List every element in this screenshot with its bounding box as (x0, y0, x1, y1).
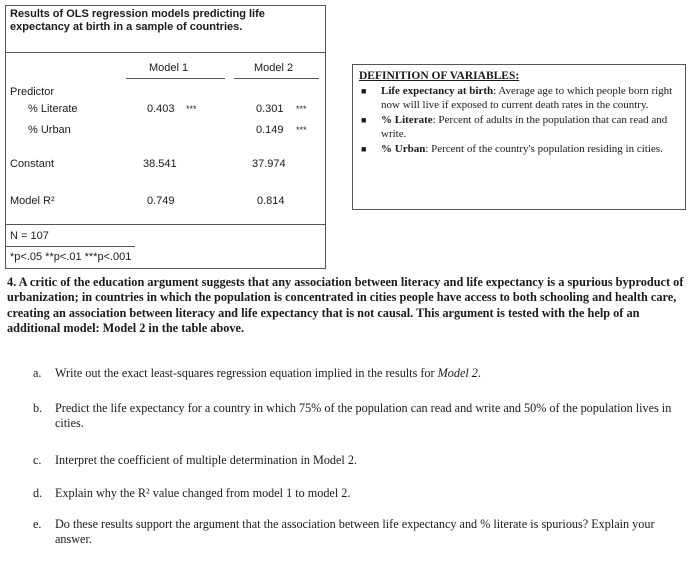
model2-underline (234, 78, 319, 79)
question-part-e (33, 517, 683, 548)
part-label: c. (33, 453, 42, 467)
definition-term: % Urban (381, 143, 426, 155)
part-text: Explain why the R² value changed from model 1 to model 2. (55, 486, 351, 500)
definition-desc: : Percent of the country's population residing in cities. (425, 143, 663, 155)
n-divider (6, 246, 135, 247)
definition-desc: : Average age to which people born right now will live if exposed to current death rates in the country. (381, 85, 673, 111)
m2-r2: 0.814 (257, 195, 285, 207)
definitions-title: DEFINITION OF VARIABLES: (359, 70, 520, 82)
question-part-c (33, 453, 683, 468)
row-label-r2: Model R² (10, 195, 55, 207)
definitions-box (352, 64, 686, 210)
m1-r2: 0.749 (147, 195, 175, 207)
row-label-literate: % Literate (28, 103, 78, 115)
bullet-icon: ■ (361, 86, 367, 96)
part-label: b. (33, 401, 43, 415)
definition-item (359, 113, 679, 141)
m2-constant: 37.974 (252, 158, 286, 170)
row-label-constant: Constant (10, 158, 55, 170)
significance-note: *p<.05 **p<.01 ***p<.001 (10, 251, 132, 263)
m1-literate-sig: *** (186, 104, 197, 114)
definition-desc: : Percent of adults in the population that can read and write. (381, 114, 668, 140)
part-text: Write out the exact least-squares regression equation implied in the results for (55, 366, 438, 380)
notes-divider (6, 224, 325, 225)
model1-header: Model 1 (149, 62, 189, 74)
part-italic: Model 2 (437, 366, 478, 380)
title-divider (6, 52, 325, 53)
definition-term: Life expectancy at birth (381, 85, 494, 97)
part-text: Interpret the coefficient of multiple determination in Model 2. (55, 453, 357, 467)
question-part-d (33, 486, 683, 501)
table-title: Results of OLS regression models predicting life expectancy at birth in a sample of countries. (10, 8, 265, 33)
m1-constant: 38.541 (143, 158, 177, 170)
question-part-a (33, 366, 683, 381)
m1-literate-coef: 0.403 (147, 103, 175, 115)
part-text: Predict the life expectancy for a country in which 75% of the population can read and write and 50% of the population lives in cities. (55, 401, 672, 431)
question-part-b (33, 401, 683, 432)
bullet-icon: ■ (361, 115, 367, 125)
m2-urban-sig: *** (296, 125, 307, 135)
regression-table (5, 5, 326, 269)
definition-item (359, 142, 679, 156)
bullet-icon: ■ (361, 144, 367, 154)
part-label: a. (33, 366, 42, 380)
definition-item (359, 84, 679, 112)
part-label: d. (33, 486, 43, 500)
model1-underline (126, 78, 225, 79)
definition-term: % Literate (381, 114, 433, 126)
question-intro: 4. A critic of the education argument suggests that any association between literacy and life expectancy is a spurious byproduct of urbanization; in countries in which the population is concentrated in cities people have access to both schooling and health care, creating an association between literacy and life expectancy that is not causal. This argument is tested with the help of an additional model: Model 2 in the table above. (7, 275, 684, 336)
m2-literate-coef: 0.301 (256, 103, 284, 115)
predictor-header: Predictor (10, 86, 55, 98)
row-label-urban: % Urban (28, 124, 71, 136)
model2-header: Model 2 (254, 62, 294, 74)
m2-literate-sig: *** (296, 104, 307, 114)
n-note: N = 107 (10, 230, 49, 242)
m2-urban-coef: 0.149 (256, 124, 284, 136)
part-text: Do these results support the argument that the association between life expectancy and % literate is spurious? Explain your answer. (55, 517, 655, 547)
part-tail: . (477, 366, 481, 380)
part-label: e. (33, 517, 42, 531)
